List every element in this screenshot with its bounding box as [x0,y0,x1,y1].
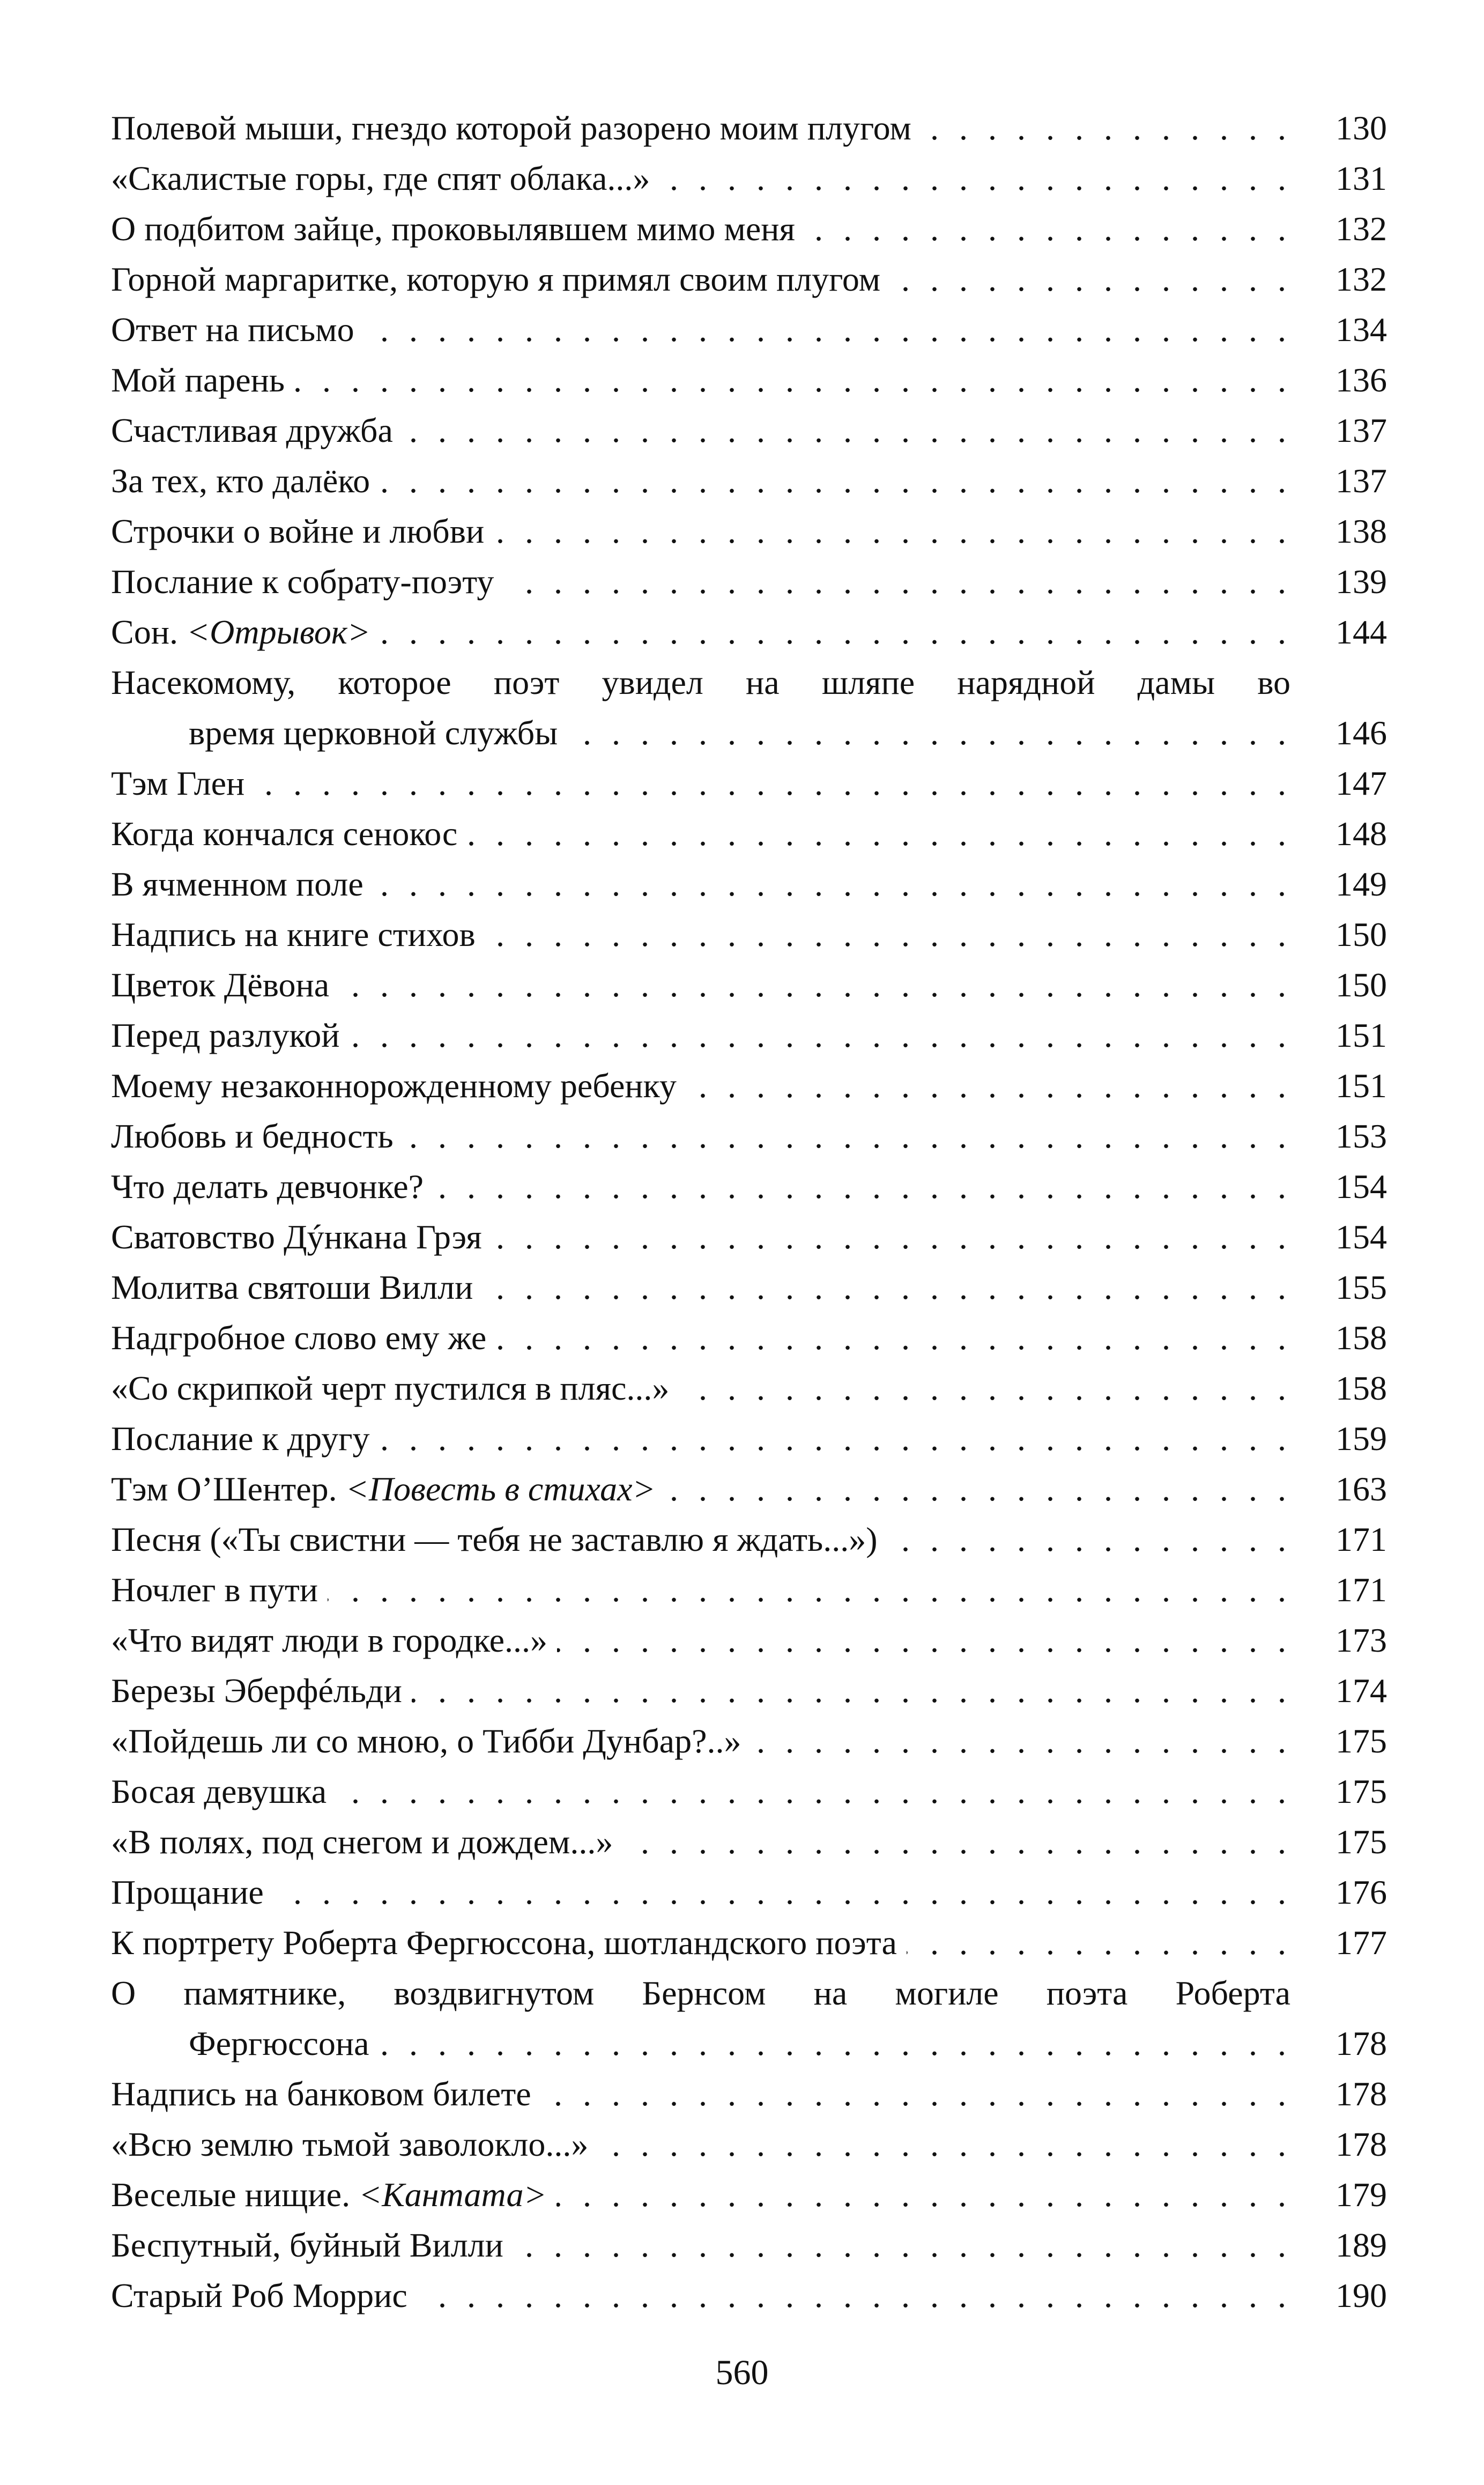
dot-leader [483,1262,1286,1313]
entry-page: 175 [1335,1722,1387,1760]
entry-page: 158 [1335,1369,1387,1407]
toc-entry [111,153,1387,204]
dot-leader [890,254,1286,305]
entry-title: Мой парень [111,361,285,399]
title-word: дамы [1137,663,1215,701]
entry-page: 174 [1335,1672,1387,1710]
entry-title: Ответ на письмо [111,310,354,349]
entry-page: 144 [1335,613,1387,651]
dot-leader [659,153,1286,204]
dot-leader [433,1162,1286,1212]
entry-title: «Со скрипкой черт пустился в пляс...» [111,1369,670,1407]
toc-entry [111,1514,1387,1565]
entry-page: 150 [1335,915,1387,953]
entry-title: Надпись на банковом билете [111,2075,531,2113]
dot-leader [417,2270,1286,2321]
toc-entry [111,2170,1387,2220]
entry-title-group [111,607,370,657]
dot-leader [485,909,1286,960]
entry-title: Моему незаконнорожденному ребенку [111,1067,677,1105]
dot-leader [336,1766,1286,1817]
title-word: Роберта [1175,1974,1290,2012]
entry-title-group [111,1464,656,1514]
dot-leader [412,1666,1286,1716]
entry-page: 155 [1335,1268,1387,1306]
title-word: поэт [493,663,560,701]
entry-page: 176 [1335,1873,1387,1911]
entry-title: Перед разлукой [111,1016,340,1054]
entry-title: «Всю землю тьмой заволокло...» [111,2125,589,2163]
toc-entry [111,809,1387,859]
toc-entry [111,1262,1387,1313]
title-word: памятнике, [183,1974,346,2012]
title-word: Насекомому, [111,663,296,701]
dot-leader [349,1010,1286,1061]
toc-entry [111,1111,1387,1162]
entry-title: «Что видят люди в городке...» [111,1621,547,1659]
entry-title: время церковной службы [189,714,558,752]
title-word: Бернсом [642,1974,766,2012]
toc-entry [111,1010,1387,1061]
entry-title: Строчки о войне и любви [111,512,485,550]
toc-entry [111,2119,1387,2170]
title-word: нарядной [957,663,1095,701]
title-word: увидел [602,663,703,701]
toc-entry [111,1212,1387,1262]
title-word: поэта [1046,1974,1128,2012]
toc-entry [111,1162,1387,1212]
dot-leader [380,456,1286,506]
entry-title: Босая девушка [111,1772,327,1810]
dot-leader [887,1514,1286,1565]
dot-leader [907,1918,1286,1968]
dot-leader [328,1565,1286,1615]
entry-title: Послание к другу [111,1419,370,1458]
dot-leader [679,1363,1286,1414]
dot-leader [556,2170,1286,2220]
entry-title: Веселые нищие. [111,2176,351,2214]
entry-page: 130 [1335,109,1387,147]
entry-title: Ночлег в пути [111,1571,318,1609]
title-word: на [813,1974,848,2012]
dot-leader [492,1212,1286,1262]
entry-title: Беспутный, буйный Вилли [111,2226,503,2264]
entry-title: Сватовство Дýнкана Грэя [111,1218,482,1256]
toc-entry [111,657,1387,758]
toc-entry [111,1817,1387,1867]
toc-entry [111,1666,1387,1716]
entry-page: 163 [1335,1470,1387,1508]
entry-title: В ячменном поле [111,865,363,903]
title-word: могиле [895,1974,999,2012]
entry-page: 171 [1335,1571,1387,1609]
toc-entry [111,103,1387,153]
dot-leader [294,355,1286,405]
title-word: которое [338,663,451,701]
entry-title: Горной маргаритке, которую я примял своим плугом [111,260,881,298]
entry-title: Прощание [111,1873,264,1911]
entry-page: 137 [1335,462,1387,500]
entry-title: Цветок Дёвона [111,966,330,1004]
entry-title: «В полях, под снегом и дождем...» [111,1823,613,1861]
toc-entry [111,1968,1387,2069]
dot-leader [380,607,1286,657]
toc-entry [111,1464,1387,1514]
entry-page: 175 [1335,1772,1387,1810]
toc-entry [111,204,1387,254]
entry-page: 153 [1335,1117,1387,1155]
entry-page: 146 [1335,714,1387,752]
dot-leader [541,2069,1286,2119]
dot-leader [364,305,1286,355]
dot-leader [373,859,1286,909]
entry-title: Когда кончался сенокос [111,815,458,853]
table-of-contents [111,103,1387,2321]
entry-page: 151 [1335,1016,1387,1054]
entry-title: Песня («Ты свистни — тебя не заставлю я ждать...») [111,1520,878,1558]
dot-leader [467,809,1286,859]
toc-entry [111,2069,1387,2119]
entry-title: Сон. [111,613,178,651]
dot-leader [598,2119,1286,2170]
entry-page: 147 [1335,764,1387,802]
title-word: на [746,663,780,701]
dot-leader [339,960,1286,1010]
entry-page: 150 [1335,966,1387,1004]
dot-leader [254,758,1286,809]
entry-page: 151 [1335,1067,1387,1105]
entry-title: «Скалистые горы, где спят облака...» [111,159,650,197]
dot-leader [503,557,1286,607]
title-word: шляпе [821,663,915,701]
entry-page: 131 [1335,159,1387,197]
entry-page: 178 [1335,2024,1387,2062]
toc-entry [111,305,1387,355]
entry-title: За тех, кто далёко [111,462,370,500]
entry-page: 173 [1335,1621,1387,1659]
entry-page: 158 [1335,1319,1387,1357]
dot-leader [805,204,1286,254]
entry-title: Любовь и бедность [111,1117,394,1155]
toc-entry [111,1061,1387,1111]
entry-page: 132 [1335,260,1387,298]
toc-entry [111,859,1387,909]
toc-entry [111,1766,1387,1817]
title-word: воздвигнутом [394,1974,595,2012]
entry-title: Молитва святоши Вилли [111,1268,473,1306]
entry-page: 132 [1335,210,1387,248]
entry-title: Тэм О’Шентер. [111,1470,337,1508]
entry-title: Старый Роб Моррис [111,2276,407,2314]
entry-title: О подбитом зайце, проковылявшем мимо меня [111,210,795,248]
entry-page: 171 [1335,1520,1387,1558]
entry-title: Полевой мыши, гнездо которой разорено моим плугом [111,109,911,147]
entry-title-group [111,2170,547,2220]
entry-title: Что делать девчонке? [111,1167,424,1205]
toc-entry [111,405,1387,456]
entry-page: 190 [1335,2276,1387,2314]
entry-subtitle: <Кантата> [359,2176,547,2214]
dot-leader [686,1061,1286,1111]
entry-title: Березы Эберфéльди [111,1672,402,1710]
dot-leader [622,1817,1286,1867]
entry-page: 159 [1335,1419,1387,1458]
toc-entry [111,607,1387,657]
entry-title: «Пойдешь ли со мною, о Тибби Дунбар?..» [111,1722,741,1760]
entry-title: Надпись на книге стихов [111,915,476,953]
entry-page: 154 [1335,1167,1387,1205]
title-word: О [111,1974,136,2012]
dot-leader [921,103,1286,153]
entry-subtitle: <Отрывок> [186,613,370,651]
toc-entry [111,456,1387,506]
toc-entry [111,1313,1387,1363]
entry-page: 139 [1335,563,1387,601]
toc-entry [111,1565,1387,1615]
dot-leader [496,1313,1286,1363]
dot-leader [379,2018,1287,2069]
entry-title-line1 [111,1968,1290,2018]
dot-leader [665,1464,1286,1514]
entry-page: 134 [1335,310,1387,349]
toc-entry [111,1918,1387,1968]
toc-entry [111,557,1387,607]
entry-subtitle: <Повесть в стихах> [345,1470,656,1508]
dot-leader [273,1867,1286,1918]
toc-entry [111,758,1387,809]
entry-page: 149 [1335,865,1387,903]
entry-title: К портрету Роберта Фергюссона, шотландского поэта [111,1924,897,1962]
entry-title-line1 [111,657,1290,708]
entry-page: 177 [1335,1924,1387,1962]
entry-page: 138 [1335,512,1387,550]
entry-page: 154 [1335,1218,1387,1256]
toc-entry [111,1414,1387,1464]
entry-title: Счастливая дружба [111,411,393,449]
title-word: во [1257,663,1290,701]
dot-leader [403,405,1286,456]
toc-entry [111,1716,1387,1766]
entry-page: 178 [1335,2125,1387,2163]
dot-leader [403,1111,1286,1162]
entry-title: Фергюссона [189,2024,369,2062]
page-number: 560 [715,2353,769,2392]
toc-entry [111,1363,1387,1414]
entry-page: 148 [1335,815,1387,853]
entry-page: 137 [1335,411,1387,449]
entry-title: Тэм Глен [111,764,245,802]
dot-leader [751,1716,1286,1766]
entry-page: 179 [1335,2176,1387,2214]
toc-entry [111,1867,1387,1918]
dot-leader [567,708,1286,758]
dot-leader [513,2220,1286,2270]
toc-entry [111,2270,1387,2321]
toc-entry [111,960,1387,1010]
entry-page: 178 [1335,2075,1387,2113]
dot-leader [494,506,1286,557]
entry-page: 175 [1335,1823,1387,1861]
entry-title: Послание к собрату-поэту [111,563,494,601]
toc-entry [111,1615,1387,1666]
toc-entry [111,2220,1387,2270]
toc-entry [111,254,1387,305]
toc-entry [111,909,1387,960]
entry-title: Надгробное слово ему же [111,1319,487,1357]
entry-page: 136 [1335,361,1387,399]
dot-leader [380,1414,1286,1464]
toc-entry [111,355,1387,405]
toc-entry [111,506,1387,557]
entry-page: 189 [1335,2226,1387,2264]
dot-leader [557,1615,1286,1666]
